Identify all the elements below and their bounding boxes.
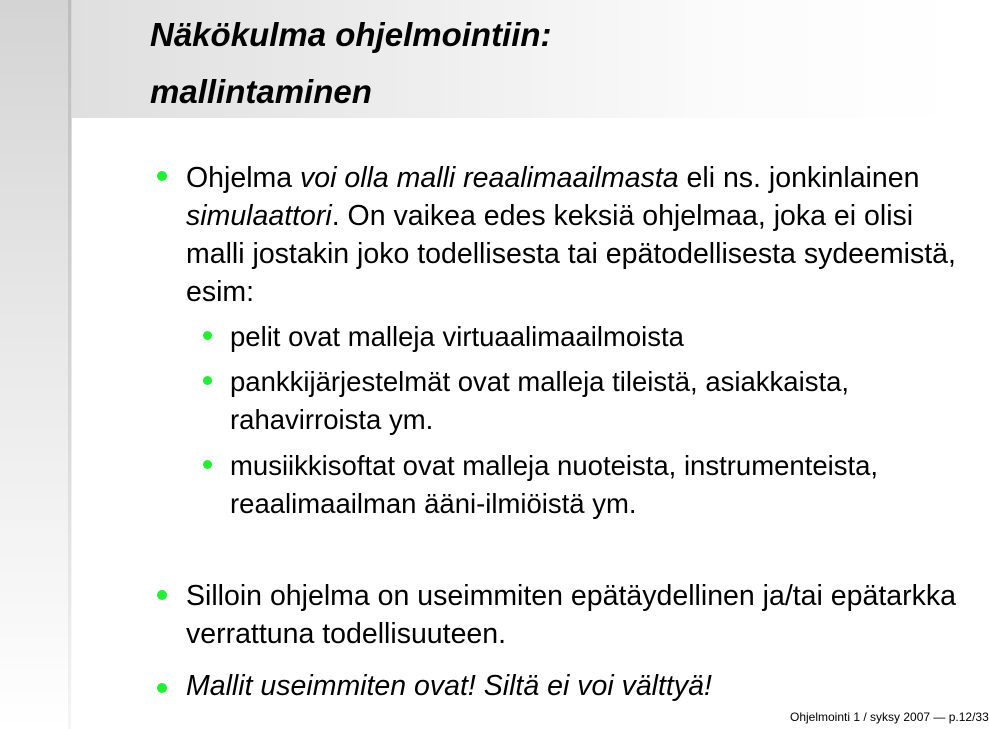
bullet-dot-icon (157, 171, 167, 181)
bullet-1-text-a: Ohjelma (186, 162, 301, 194)
bullet-1-emphasis-a: voi olla malli reaalimaailmasta (300, 162, 679, 194)
slide-title (150, 6, 552, 120)
left-decorative-line (68, 0, 71, 729)
subbullet-3: musiikkisoftat ovat malleja nuoteista, instrumenteista, reaalimaailman ääni-ilmiöistä ym. (230, 450, 879, 519)
bullet-1-text-b: eli ns. jonkinlainen (678, 162, 920, 194)
left-decorative-strip (0, 0, 72, 729)
bullet-1-emphasis-b: simulaattori (186, 200, 332, 232)
bullet-dot-icon (157, 590, 167, 600)
subbullet-1: pelit ovat malleja virtuaalimaailmoista (230, 321, 684, 352)
bullet-main-3: Mallit useimmiten ovat! Siltä ei voi välttyä! (186, 670, 712, 702)
bullet-main-2: Silloin ohjelma on useimmiten epätäydellinen ja/tai epätarkka verrattuna todellisuuteen. (186, 580, 956, 650)
subbullet-dot-icon (203, 460, 212, 469)
slide-title-line1: Näkökulma ohjelmointiin: (150, 16, 552, 53)
bullet-dot-icon (157, 683, 167, 693)
subbullet-dot-icon (203, 331, 212, 340)
subbullet-2: pankkijärjestelmät ovat malleja tileistä, asiakkaista, rahavirroista ym. (230, 366, 850, 435)
subbullet-dot-icon (203, 376, 212, 385)
slide-title-line2: mallintaminen (150, 73, 372, 110)
bullet-1-text-c: . On vaikea edes keksiä ohjelmaa, joka ei olisi malli jostakin joko todellisesta tai epätodellisesta sydeemistä, esim: (186, 200, 956, 308)
slide-footer: Ohjelmointi 1 / syksy 2007 — p.12/33 (790, 710, 989, 724)
bullet-main-1 (186, 159, 956, 311)
